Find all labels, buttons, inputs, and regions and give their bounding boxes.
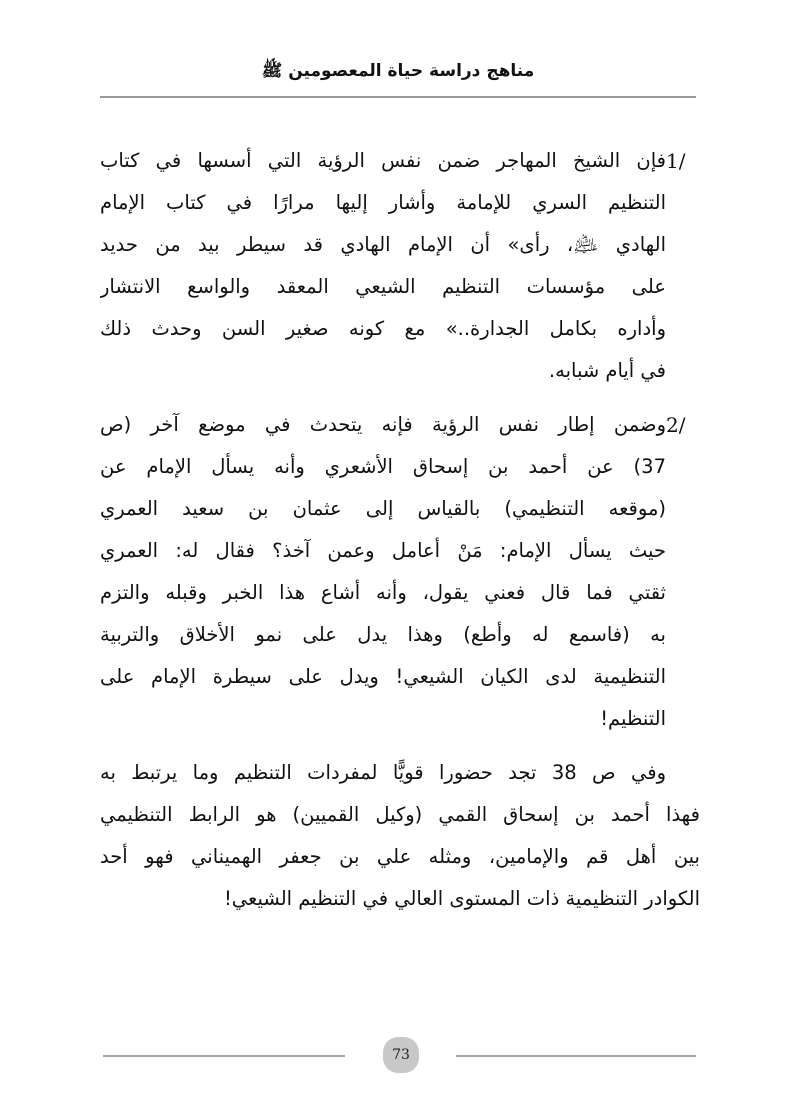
paragraph (100, 752, 700, 920)
running-header (100, 52, 696, 98)
text-line: الهادي ﵇، رأى» أن الإمام الهادي قد سيطر بيد من حديد (100, 233, 666, 256)
item-text: وضمن إطار نفس الرؤية فإنه يتحدث في موضع آخر (ص (100, 413, 666, 436)
text-line: بين أهل قم والإمامين، ومثله علي بن جعفر الهميناني فهو أحد (100, 845, 700, 868)
footer-divider-left (103, 1055, 345, 1057)
spacer (100, 740, 700, 752)
text-line: في أيام شبابه. (548, 359, 666, 382)
page-number: 73 (392, 1047, 410, 1063)
text-line: على مؤسسات التنظيم الشيعي المعقد والواسع الانتشار (100, 275, 666, 298)
header-divider (100, 96, 696, 98)
text-line: الكوادر التنظيمية ذات المستوى العالي في التنظيم الشيعي! (223, 887, 700, 910)
text-line: وفي ص 38 تجد حضورا قويًّا لمفردات التنظيم وما يرتبط به (100, 761, 667, 784)
text-line: حيث يسأل الإمام: مَنْ أعامل وعمن آخذ؟ فقال له: العمري (100, 539, 666, 562)
book-title: مناهج دراسة حياة المعصومين ﷺ (261, 61, 535, 81)
item-first-line (100, 404, 700, 446)
text-line: التنظيم! (600, 707, 666, 730)
numbered-item (100, 140, 700, 392)
item-text: فإن الشيخ المهاجر ضمن نفس الرؤية التي أسسها في كتاب (100, 149, 666, 172)
spacer (100, 392, 700, 404)
numbered-item (100, 404, 700, 740)
item-number: 1/ (666, 149, 686, 173)
text-line: به (فاسمع له وأطع) وهذا يدل على نمو الأخلاق والتربية (100, 623, 666, 646)
text-line: التنظيمية لدى الكيان الشيعي! ويدل على سيطرة الإمام على (100, 665, 666, 688)
page-footer (103, 1027, 696, 1067)
footer-divider-right (456, 1055, 696, 1057)
page-number-badge (383, 1037, 419, 1073)
item-number: 2/ (666, 413, 686, 437)
text-line: وأداره بكامل الجدارة..» مع كونه صغير السن وحدث ذلك (100, 317, 666, 340)
page-body (100, 140, 700, 920)
text-line: 37) عن أحمد بن إسحاق الأشعري وأنه يسأل الإمام عن (100, 455, 666, 478)
item-first-line (100, 140, 700, 182)
text-line: التنظيم السري للإمامة وأشار إليها مرارًا في كتاب الإمام (100, 191, 666, 214)
text-line: فهذا أحمد بن إسحاق القمي (وكيل القميين) هو الرابط التنظيمي (100, 803, 700, 826)
text-line: ثقتي فما قال فعني يقول، وأنه أشاع هذا الخبر وقبله والتزم (100, 581, 666, 604)
text-line: (موقعه التنظيمي) بالقياس إلى عثمان بن سعيد العمري (100, 497, 666, 520)
